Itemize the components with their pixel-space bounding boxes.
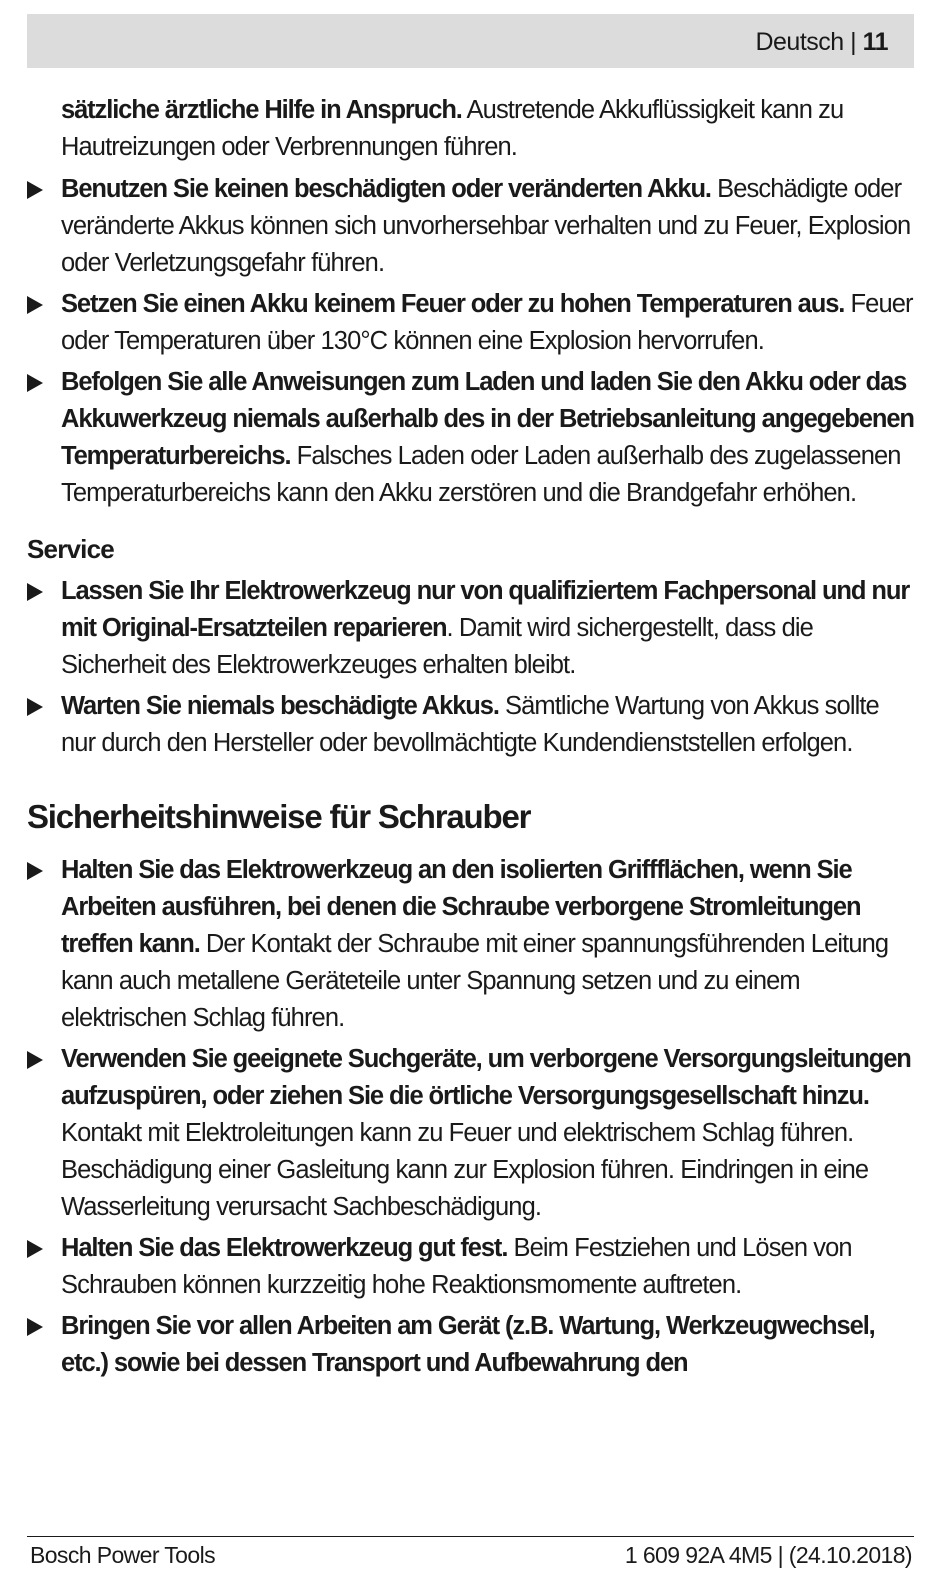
paragraph-text: Austretende Akkuflüssigkeit kann zu Hautreizungen oder Verbrennungen führen. [61, 96, 844, 161]
bullet-arrow-icon [27, 583, 43, 601]
bullet-text: Beim Festziehen und Lösen von Schrauben können kurzzeitig hohe Reaktionsmomente auftreten. [61, 1234, 852, 1299]
header-separator: | [843, 28, 863, 56]
bullet-bold-lead: Befolgen Sie alle Anweisungen zum Laden und laden Sie den Akku oder das Akkuwerkzeug niemals außerhalb des in der Betriebsanleitung angegebenen Temperaturbereichs. [61, 368, 914, 470]
section-heading-service: Service [27, 534, 114, 564]
bullet-arrow-icon [27, 698, 43, 716]
page-header [27, 14, 914, 68]
header-label [755, 28, 888, 57]
bullet-item [27, 573, 914, 684]
bullet-item [27, 171, 914, 282]
bullet-bold-lead: Setzen Sie einen Akku keinem Feuer oder zu hohen Temperaturen aus. [61, 290, 845, 318]
bullet-bold-lead: Lassen Sie Ihr Elektrowerkzeug nur von qualifiziertem Fachpersonal und nur mit Original-Ersatzteilen reparieren [61, 577, 910, 642]
bullet-bold-lead: Bringen Sie vor allen Arbeiten am Gerät (z.B. Wartung, Werkzeugwechsel, etc.) sowie bei dessen Transport und Aufbewahrung den [61, 1312, 875, 1377]
footer-divider [27, 1536, 914, 1537]
bullet-item [27, 364, 914, 512]
bullet-item [27, 852, 914, 1037]
bullet-text: Beschädigte oder veränderte Akkus können sich unvorhersehbar verhalten und zu Feuer, Explosion oder Verletzungsgefahr führen. [61, 175, 911, 277]
bullet-item [27, 1308, 914, 1382]
bullet-bold-lead: Verwenden Sie geeignete Suchgeräte, um verborgene Versorgungsleitungen aufzuspüren, oder ziehen Sie die örtliche Versorgungsgesellschaft hinzu. [61, 1045, 911, 1110]
bullet-arrow-icon [27, 1240, 43, 1258]
document-body [27, 92, 914, 1386]
bullet-text: Der Kontakt der Schraube mit einer spannungsführenden Leitung kann auch metallene Geräteteile unter Spannung setzen und zu einem elektrischen Schlag führen. [61, 930, 889, 1032]
bullet-arrow-icon [27, 1318, 43, 1336]
bullet-item [27, 1230, 914, 1304]
footer-brand: Bosch Power Tools [30, 1542, 215, 1568]
bullet-item [27, 286, 914, 360]
page-number: 11 [862, 28, 888, 56]
bullet-text: Feuer oder Temperaturen über 130°C können eine Explosion hervorrufen. [61, 290, 913, 355]
header-language: Deutsch [755, 28, 844, 56]
bullet-item [27, 688, 914, 762]
bullet-arrow-icon [27, 862, 43, 880]
paragraph-continued [27, 92, 914, 166]
bullet-arrow-icon [27, 296, 43, 314]
section-heading-schrauber: Sicherheitshinweise für Schrauber [27, 798, 531, 835]
paragraph-bold-lead: sätzliche ärztliche Hilfe in Anspruch. [61, 96, 462, 124]
bullet-bold-lead: Warten Sie niemals beschädigte Akkus. [61, 692, 499, 720]
footer-doc-id: 1 609 92A 4M5 | (24.10.2018) [624, 1542, 912, 1568]
bullet-arrow-icon [27, 374, 43, 392]
bullet-text: Falsches Laden oder Laden außerhalb des zugelassenen Temperaturbereichs kann den Akku zerstören und die Brandgefahr erhöhen. [61, 442, 901, 507]
bullet-bold-lead: Halten Sie das Elektrowerkzeug an den isolierten Griffflächen, wenn Sie Arbeiten ausführen, bei denen die Schraube verborgene Stromleitungen treffen kann. [61, 856, 861, 958]
bullet-arrow-icon [27, 1051, 43, 1069]
bullet-text: Sämtliche Wartung von Akkus sollte nur durch den Hersteller oder bevollmächtigte Kundendienststellen erfolgen. [61, 692, 879, 757]
bullet-bold-lead: Benutzen Sie keinen beschädigten oder veränderten Akku. [61, 175, 711, 203]
bullet-item [27, 1041, 914, 1226]
bullet-text: . Damit wird sichergestellt, dass die Sicherheit des Elektrowerkzeuges erhalten bleibt. [61, 614, 813, 679]
bullet-text: Kontakt mit Elektroleitungen kann zu Feuer und elektrischem Schlag führen. Beschädigung einer Gasleitung kann zur Explosion führen. Eindringen in eine Wasserleitung verursacht Sachbeschädigung. [61, 1119, 869, 1221]
bullet-bold-lead: Halten Sie das Elektrowerkzeug gut fest. [61, 1234, 508, 1262]
bullet-arrow-icon [27, 181, 43, 199]
